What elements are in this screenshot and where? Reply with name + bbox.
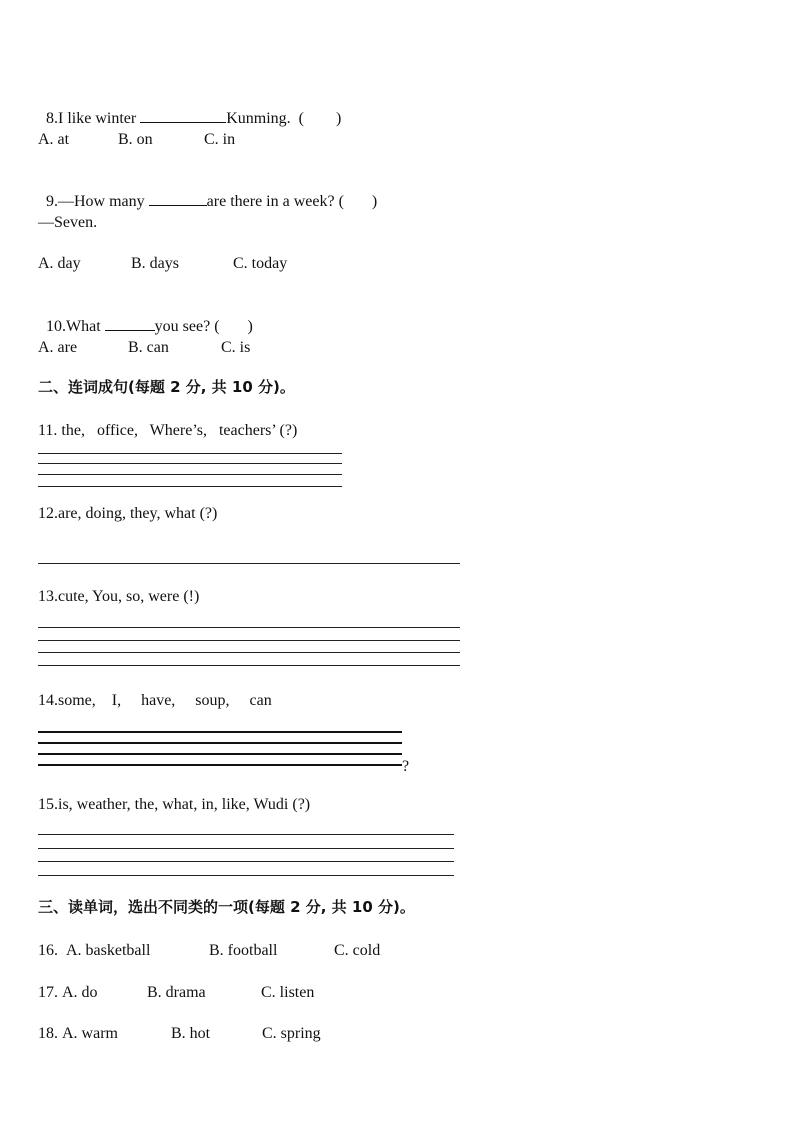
q12-writing-line[interactable] <box>38 563 460 564</box>
q16-number: 16. <box>38 942 58 959</box>
q8-answer-blank[interactable] <box>140 108 226 123</box>
q10-option-a: A. are <box>38 339 78 356</box>
q12-prompt: 12.are, doing, they, what (?) <box>38 505 218 522</box>
q10-stem <box>38 296 253 337</box>
writing-line[interactable] <box>38 640 460 641</box>
q8-option-b: B. on <box>118 131 153 148</box>
writing-line[interactable] <box>38 486 342 487</box>
q9-stem-post: are there in a week? ( ) <box>206 193 378 210</box>
writing-line[interactable] <box>38 665 460 666</box>
q8-option-a: A. at <box>38 131 70 148</box>
q9-answer-blank[interactable] <box>149 191 207 206</box>
writing-line[interactable] <box>38 652 460 653</box>
q17-option-b: B. drama <box>147 984 206 1001</box>
writing-line[interactable] <box>38 764 402 766</box>
writing-line[interactable] <box>38 875 454 876</box>
q11-prompt: 11. the, office, Where’s, teachers’ (?) <box>38 422 298 439</box>
q9-stem <box>38 171 377 212</box>
q10-option-b: B. can <box>128 339 169 356</box>
q17-option-a: A. do <box>62 984 98 1001</box>
q10-stem-post: you see? ( ) <box>154 318 253 335</box>
q10-option-c: C. is <box>221 339 251 356</box>
q8-stem-pre: 8.I like winter <box>46 110 141 127</box>
q16-option-c: C. cold <box>334 942 381 959</box>
q17-option-c: C. listen <box>261 984 315 1001</box>
q9-option-b: B. days <box>131 255 179 272</box>
writing-line[interactable] <box>38 731 402 733</box>
q9-option-a: A. day <box>38 255 81 272</box>
q9-option-c: C. today <box>233 255 288 272</box>
q9-stem-pre: 9.—How many <box>46 193 149 210</box>
writing-line[interactable] <box>38 861 454 862</box>
q8-stem-post: Kunming. ( ) <box>226 110 342 127</box>
q17-number: 17. <box>38 984 58 1001</box>
q18-option-c: C. spring <box>262 1025 321 1042</box>
q13-prompt: 13.cute, You, so, were (!) <box>38 588 200 605</box>
q15-prompt: 15.is, weather, the, what, in, like, Wudi (?) <box>38 796 311 813</box>
q10-stem-pre: 10.What <box>46 318 105 335</box>
q9-answer-line: —Seven. <box>38 214 98 231</box>
writing-line[interactable] <box>38 742 402 744</box>
section3-heading: 三、读单词，选出不同类的一项(每题 2 分, 共 10 分)。 <box>38 898 415 916</box>
section2-heading: 二、连词成句(每题 2 分, 共 10 分)。 <box>38 378 295 396</box>
writing-line[interactable] <box>38 848 454 849</box>
writing-line[interactable] <box>38 453 342 454</box>
writing-line[interactable] <box>38 627 460 628</box>
q8-stem <box>38 88 341 129</box>
q18-number: 18. <box>38 1025 58 1042</box>
q16-option-b: B. football <box>209 942 278 959</box>
writing-line[interactable] <box>38 753 402 755</box>
q10-answer-blank[interactable] <box>105 316 155 331</box>
q8-option-c: C. in <box>204 131 236 148</box>
writing-line[interactable] <box>38 834 454 835</box>
q18-option-a: A. warm <box>62 1025 118 1042</box>
q14-end-mark: ? <box>402 758 410 775</box>
q14-prompt: 14.some, I, have, soup, can <box>38 692 272 709</box>
writing-line[interactable] <box>38 474 342 475</box>
q16-option-a: A. basketball <box>66 942 151 959</box>
writing-line[interactable] <box>38 463 342 464</box>
q18-option-b: B. hot <box>171 1025 211 1042</box>
